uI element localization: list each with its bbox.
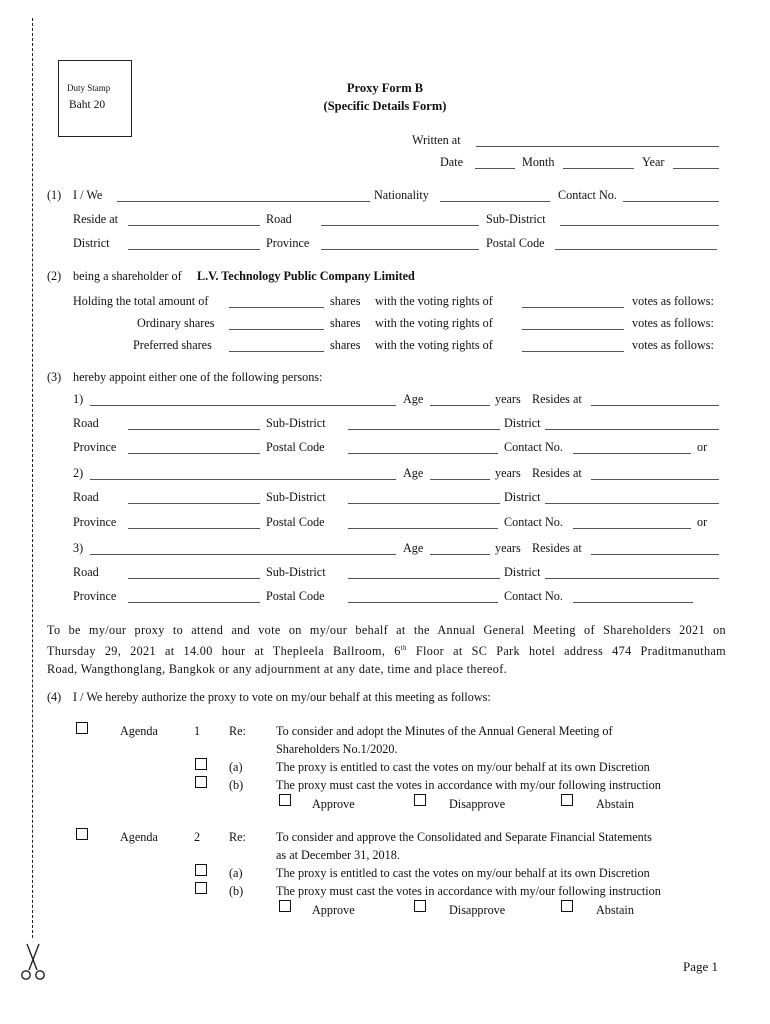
disapprove-label: Disapprove [449,903,506,917]
authorize-label: I / We hereby authorize the proxy to vote on my/our behalf at this meeting as follows: [73,690,491,704]
votes-label: votes as follows: [632,316,714,330]
preferred-shares-field[interactable] [229,351,324,352]
option-b-text: The proxy must cast the votes in accordance with my/our following instruction [276,884,661,898]
agenda-1-number: 1 [194,724,201,738]
total-votes-field[interactable] [522,307,624,308]
voting-label: with the voting rights of [375,338,493,352]
road-label: Road [73,565,99,579]
proxy-1-age-field[interactable] [430,405,490,406]
age-label: Age [403,392,424,406]
date-label: Date [440,155,464,169]
stamp-label: Duty Stamp [67,83,111,93]
district-label: District [73,236,110,250]
agenda-2-checkbox[interactable] [76,828,88,840]
paragraph-line-3: Road, Wangthonglang, Bangkok or any adjournment at any date, time and place thereof. [47,662,508,677]
contact-label: Contact No. [504,589,563,603]
subdistrict-label: Sub-District [266,416,326,430]
proxy-3-road-field[interactable] [128,578,260,579]
nationality-field[interactable] [440,201,550,202]
district-label: District [504,490,541,504]
province-label: Province [266,236,310,250]
ordinal-suffix: th [400,644,407,652]
proxy-1-road-field[interactable] [128,429,260,430]
age-label: Age [403,466,424,480]
option-a-text: The proxy is entitled to cast the votes on my/our behalf at its own Discretion [276,760,650,774]
votes-label: votes as follows: [632,294,714,308]
section-1-number: (1) [47,188,62,202]
agenda-1-label: Agenda [120,724,158,738]
contact-label: Contact No. [504,440,563,454]
form-title: Proxy Form B [346,81,424,95]
subdistrict-label: Sub-District [266,490,326,504]
proxy-1-postal-field[interactable] [348,453,498,454]
proxy-3-number: 3) [73,541,84,555]
proxy-1-resides-field[interactable] [591,405,719,406]
years-label: years [495,392,521,406]
proxy-2-number: 2) [73,466,84,480]
proxy-3-name-field[interactable] [90,554,396,555]
disapprove-label: Disapprove [449,797,506,811]
abstain-label: Abstain [596,797,634,811]
agenda-1-checkbox[interactable] [76,722,88,734]
month-field[interactable] [563,168,634,169]
scissors-icon [18,940,48,982]
contact-label: Contact No. [504,515,563,529]
province-field[interactable] [321,249,479,250]
votes-label: votes as follows: [632,338,714,352]
resides-label: Resides at [532,541,582,555]
voting-label: with the voting rights of [375,294,493,308]
agenda-2-option-b-checkbox[interactable] [195,882,207,894]
postal-label: Postal Code [266,589,325,603]
agenda-2-description: To consider and approve the Consolidated and Separate Financial Statements [276,830,652,844]
page-number: Page 1 [683,959,719,974]
proxy-2-subdistrict-field[interactable] [348,503,500,504]
proxy-2-age-field[interactable] [430,479,490,480]
province-label: Province [73,440,117,454]
paragraph-line-2-start: Thursday 29, 2021 at 14.00 hour at Thepleela Ballroom, 6 [47,644,401,659]
stamp-amount: Baht 20 [69,99,106,111]
agenda-1-description-cont: Shareholders No.1/2020. [276,742,398,756]
section-2-number: (2) [47,269,62,283]
road-label: Road [266,212,292,226]
shareholder-label: being a shareholder of [73,269,182,283]
postal-label: Postal Code [486,236,545,250]
approve-label: Approve [312,903,355,917]
or-label: or [697,515,708,529]
agenda-1-option-b-checkbox[interactable] [195,776,207,788]
proxy-1-subdistrict-field[interactable] [348,429,500,430]
shares-label: shares [330,338,361,352]
proxy-1-contact-field[interactable] [573,453,691,454]
proxy-purpose-paragraph [47,621,726,678]
form-subtitle: (Specific Details Form) [323,99,447,113]
age-label: Age [403,541,424,555]
proxy-3-postal-field[interactable] [348,602,498,603]
agenda-2-disapprove-checkbox[interactable] [414,900,426,912]
proxy-1-name-field[interactable] [90,405,396,406]
agenda-2-number: 2 [194,830,201,844]
agenda-2-option-a-checkbox[interactable] [195,864,207,876]
written-at-label: Written at [412,133,461,147]
agenda-1-abstain-checkbox[interactable] [561,794,573,806]
agenda-2-re: Re: [229,830,246,844]
option-b-text: The proxy must cast the votes in accordance with my/our following instruction [276,778,661,792]
shares-label: shares [330,316,361,330]
abstain-label: Abstain [596,903,634,917]
nationality-label: Nationality [374,188,429,202]
agenda-1-description: To consider and adopt the Minutes of the Annual General Meeting of [276,724,613,738]
section-4-number: (4) [47,690,62,704]
proxy-1-district-field[interactable] [545,429,719,430]
postal-field[interactable] [555,249,717,250]
agenda-2-abstain-checkbox[interactable] [561,900,573,912]
proxy-3-contact-field[interactable] [573,602,693,603]
paragraph-line-2-end: Floor at SC Park hotel address 474 Praditmanutham [406,644,726,659]
road-label: Road [73,416,99,430]
contact-field[interactable] [623,201,719,202]
month-label: Month [522,155,555,169]
total-shares-field[interactable] [229,307,324,308]
reside-field[interactable] [128,225,260,226]
resides-label: Resides at [532,466,582,480]
agenda-1-disapprove-checkbox[interactable] [414,794,426,806]
option-a-label: (a) [229,760,243,774]
proxy-2-district-field[interactable] [545,503,719,504]
postal-label: Postal Code [266,515,325,529]
road-label: Road [73,490,99,504]
subdistrict-label: Sub-District [486,212,546,226]
subdistrict-field[interactable] [560,225,719,226]
i-we-label: I / We [73,188,103,202]
appoint-label: hereby appoint either one of the following persons: [73,370,323,384]
shares-label: shares [330,294,361,308]
preferred-shares-label: Preferred shares [133,338,212,352]
option-b-label: (b) [229,778,244,792]
year-label: Year [642,155,665,169]
proxy-3-resides-field[interactable] [591,554,719,555]
proxy-1-number: 1) [73,392,84,406]
holding-label: Holding the total amount of [73,294,209,308]
proxy-2-province-field[interactable] [128,528,260,529]
province-label: Province [73,515,117,529]
road-field[interactable] [321,225,479,226]
preferred-votes-field[interactable] [522,351,624,352]
proxy-2-postal-field[interactable] [348,528,498,529]
option-b-label: (b) [229,884,244,898]
year-field[interactable] [673,168,719,169]
years-label: years [495,541,521,555]
agenda-2-approve-checkbox[interactable] [279,900,291,912]
district-label: District [504,416,541,430]
approve-label: Approve [312,797,355,811]
province-label: Province [73,589,117,603]
agenda-1-re: Re: [229,724,246,738]
proxy-2-road-field[interactable] [128,503,260,504]
section-3-number: (3) [47,370,62,384]
resides-label: Resides at [532,392,582,406]
subdistrict-label: Sub-District [266,565,326,579]
proxy-2-resides-field[interactable] [591,479,719,480]
proxy-1-province-field[interactable] [128,453,260,454]
option-a-label: (a) [229,866,243,880]
written-at-field[interactable] [476,146,719,147]
or-label: or [697,440,708,454]
agenda-2-description-cont: as at December 31, 2018. [276,848,400,862]
district-label: District [504,565,541,579]
agenda-1-approve-checkbox[interactable] [279,794,291,806]
paragraph-line-2 [47,639,726,660]
district-field[interactable] [128,249,260,250]
ordinary-votes-field[interactable] [522,329,624,330]
postal-label: Postal Code [266,440,325,454]
proxy-3-subdistrict-field[interactable] [348,578,500,579]
agenda-1-option-a-checkbox[interactable] [195,758,207,770]
company-name: L.V. Technology Public Company Limited [197,269,415,283]
date-field[interactable] [475,168,515,169]
cut-line [32,18,33,938]
proxy-2-contact-field[interactable] [573,528,691,529]
proxy-2-name-field[interactable] [90,479,396,480]
proxy-3-province-field[interactable] [128,602,260,603]
contact-label: Contact No. [558,188,617,202]
reside-label: Reside at [73,212,119,226]
proxy-3-age-field[interactable] [430,554,490,555]
ordinary-shares-field[interactable] [229,329,324,330]
years-label: years [495,466,521,480]
paragraph-line-1: To be my/our proxy to attend and vote on my/our behalf at the Annual General Meeting of Shareholders 2021 on [47,623,726,637]
option-a-text: The proxy is entitled to cast the votes on my/our behalf at its own Discretion [276,866,650,880]
agenda-2-label: Agenda [120,830,158,844]
name-field[interactable] [117,201,370,202]
voting-label: with the voting rights of [375,316,493,330]
proxy-3-district-field[interactable] [545,578,719,579]
ordinary-shares-label: Ordinary shares [137,316,215,330]
